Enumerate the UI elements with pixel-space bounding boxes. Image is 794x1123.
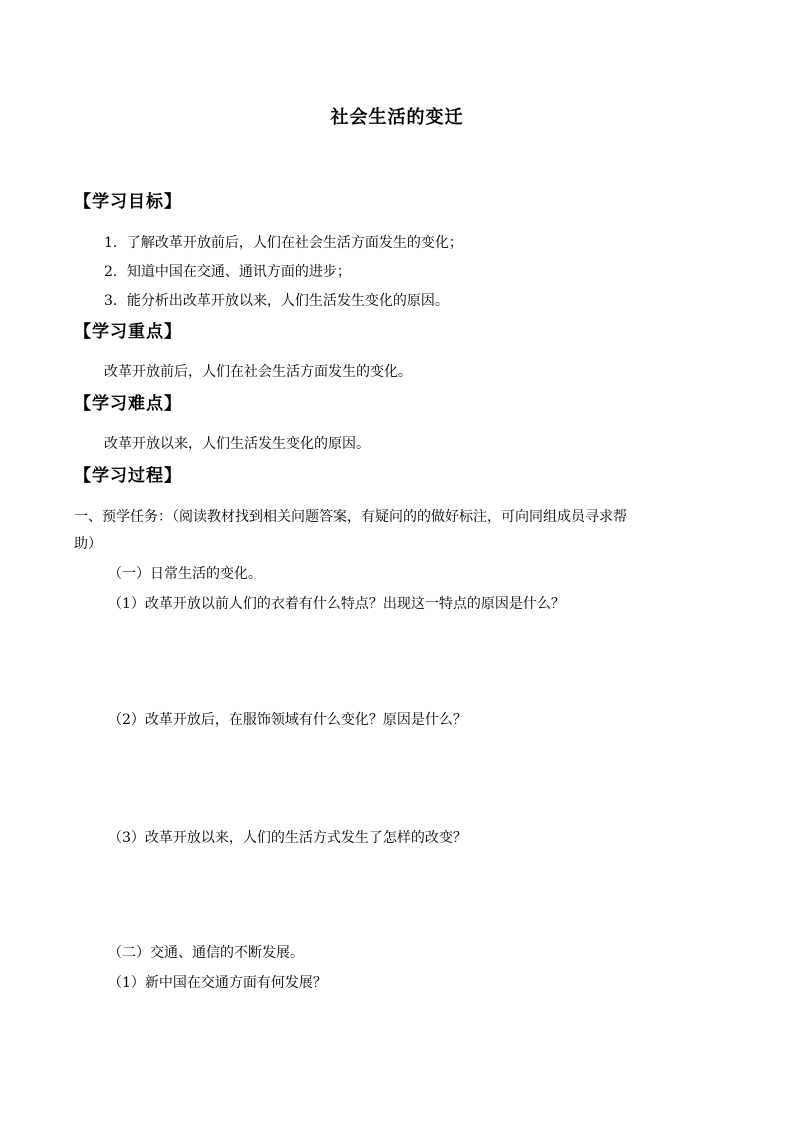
- objectives-heading: 【学习目标】: [74, 192, 182, 212]
- question-1: （1）改革开放以前人们的衣着有什么特点？出现这一特点的原因是什么？: [108, 596, 565, 612]
- question-transport-1: （1）新中国在交通方面有何发展？: [108, 975, 327, 991]
- question-3: （3）改革开放以来，人们的生活方式发生了怎样的改变？: [108, 830, 467, 846]
- objective-item-1: 1．了解改革开放前后，人们在社会生活方面发生的变化；: [104, 235, 463, 251]
- question-2: （2）改革开放后，在服饰领域有什么变化？原因是什么？: [108, 712, 467, 728]
- key-points-text: 改革开放前后，人们在社会生活方面发生的变化。: [104, 364, 412, 380]
- objective-item-2: 2．知道中国在交通、通讯方面的进步；: [104, 264, 351, 280]
- process-heading: 【学习过程】: [74, 466, 182, 486]
- difficulties-text: 改革开放以来，人们生活发生变化的原因。: [104, 436, 370, 452]
- difficulties-heading: 【学习难点】: [74, 394, 182, 414]
- document-title: 社会生活的变迁: [330, 107, 464, 128]
- objective-item-3: 3．能分析出改革开放以来，人们生活发生变化的原因。: [104, 293, 449, 309]
- section-daily-life-title: （一）日常生活的变化。: [108, 566, 262, 582]
- pre-study-task-line-2: 助）: [74, 536, 102, 552]
- key-points-heading: 【学习重点】: [74, 322, 182, 342]
- section-transport-title: （二）交通、通信的不断发展。: [108, 945, 304, 961]
- pre-study-task-line-1: 一、预学任务：（阅读教材找到相关问题答案，有疑问的的做好标注，可向同组成员寻求帮: [74, 509, 627, 525]
